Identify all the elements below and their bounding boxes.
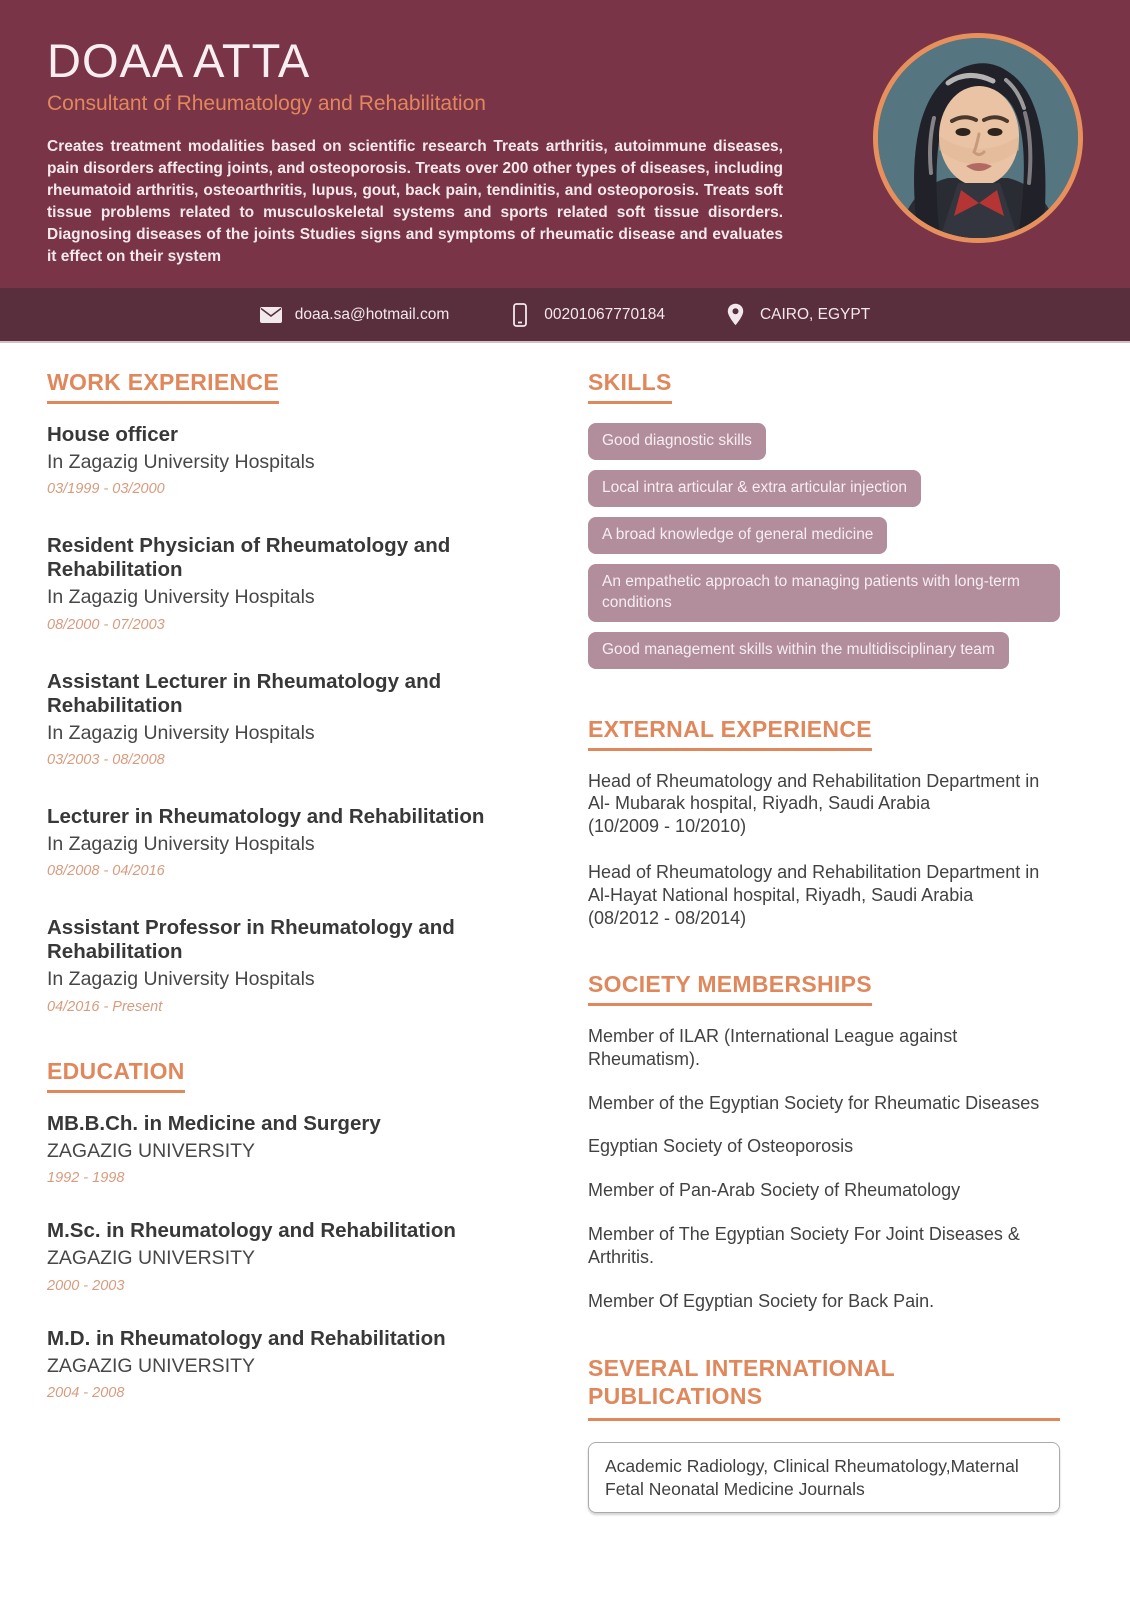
membership-item: Member of ILAR (International League against Rheumatism).	[588, 1025, 958, 1069]
education-dates: 1992 - 1998	[47, 1170, 125, 1187]
skill-pill: An empathetic approach to managing patients with long-term conditions	[588, 564, 1060, 622]
work-title: Resident Physician of Rheumatology and Rehabilitation	[47, 534, 451, 582]
work-title: Assistant Professor in Rheumatology and Rehabilitation	[47, 916, 455, 964]
section-work-experience	[47, 368, 540, 1015]
section-heading-underline	[588, 1418, 1060, 1421]
left-column	[47, 368, 540, 1555]
work-dates: 03/1999 - 03/2000	[47, 481, 165, 498]
section-heading: SKILLS	[588, 368, 672, 404]
section-heading: EDUCATION	[47, 1057, 185, 1093]
external-item	[588, 770, 1060, 839]
profile-photo	[873, 33, 1083, 243]
membership-item: Member Of Egyptian Society for Back Pain.	[588, 1290, 935, 1311]
work-entry	[47, 805, 540, 879]
body-columns	[0, 343, 1130, 1555]
contact-location-text: CAIRO, EGYPT	[759, 305, 871, 323]
education-entry	[47, 1112, 540, 1186]
skill-pill: Good management skills within the multidisciplinary team	[588, 632, 1009, 669]
external-item-text: Head of Rheumatology and Rehabilitation Department in Al- Mubarak hospital, Riyadh, Saudi Arabia	[588, 770, 1040, 814]
work-entry	[47, 423, 540, 497]
header	[0, 0, 1130, 288]
section-heading: EXTERNAL EXPERIENCE	[588, 715, 872, 751]
work-title: House officer	[47, 423, 178, 447]
work-org: In Zagazig University Hospitals	[47, 833, 315, 856]
phone-icon	[509, 303, 531, 327]
section-heading: SEVERAL INTERNATIONAL PUBLICATIONS	[588, 1354, 895, 1409]
section-publications	[588, 1354, 1060, 1514]
education-school: ZAGAZIG UNIVERSITY	[47, 1247, 256, 1270]
work-title: Assistant Lecturer in Rheumatology and Rehabilitation	[47, 669, 442, 717]
section-skills	[588, 368, 1060, 669]
contact-location	[725, 303, 870, 327]
person-title: Consultant of Rheumatology and Rehabilitation	[47, 92, 486, 116]
envelope-icon	[260, 303, 282, 327]
contact-email	[260, 303, 449, 327]
external-item-dates: (08/2012 - 08/2014)	[588, 907, 747, 928]
section-society-memberships	[588, 970, 1060, 1313]
summary-paragraph: Creates treatment modalities based on scientific research Treats arthritis, autoimmune diseases, pain disorders affecting joints, and osteoporosis. Treats over 200 other types of diseases, including rheumatoid arthritis, osteoarthritis, lupus, gout, back pain, tendinitis, and osteoporosis. Treats soft tissue problems related to musculoskeletal systems and sports related soft tissue disorders. Diagnosing diseases of the joints Studies signs and symptoms of rheumatic disease and evaluates it effect on their system	[47, 138, 783, 266]
work-org: In Zagazig University Hospitals	[47, 721, 315, 744]
right-column	[588, 368, 1060, 1555]
contact-phone	[509, 303, 665, 327]
location-pin-icon	[725, 303, 747, 327]
work-dates: 08/2000 - 07/2003	[47, 616, 165, 633]
education-school: ZAGAZIG UNIVERSITY	[47, 1354, 256, 1377]
education-dates: 2000 - 2003	[47, 1277, 125, 1294]
membership-item: Member of The Egyptian Society For Joint Diseases & Arthritis.	[588, 1224, 1020, 1267]
skill-pill: Good diagnostic skills	[588, 423, 766, 460]
education-dates: 2004 - 2008	[47, 1384, 125, 1401]
work-entry	[47, 670, 540, 768]
contact-email-text: doaa.sa@hotmail.com	[294, 305, 450, 323]
work-org: In Zagazig University Hospitals	[47, 451, 315, 474]
section-heading: WORK EXPERIENCE	[47, 368, 279, 404]
membership-item: Member of the Egyptian Society for Rheumatic Diseases	[588, 1092, 1040, 1113]
work-org: In Zagazig University Hospitals	[47, 968, 315, 991]
contact-phone-text: 00201067770184	[544, 305, 665, 323]
membership-item: Member of Pan-Arab Society of Rheumatology	[588, 1180, 961, 1201]
skill-pill: Local intra articular & extra articular injection	[588, 470, 921, 507]
publications-box: Academic Radiology, Clinical Rheumatology,Maternal Fetal Neonatal Medicine Journals	[588, 1442, 1060, 1514]
skills-list	[588, 423, 1060, 669]
education-degree: M.Sc. in Rheumatology and Rehabilitation	[47, 1219, 456, 1243]
work-dates: 03/2003 - 08/2008	[47, 752, 165, 769]
profile-photo-illustration	[878, 38, 1078, 238]
work-title: Lecturer in Rheumatology and Rehabilitation	[47, 805, 485, 829]
external-item-text: Head of Rheumatology and Rehabilitation Department in Al-Hayat National hospital, Riyadh, Saudi Arabia	[588, 862, 1040, 906]
section-external-experience	[588, 715, 1060, 930]
skill-pill: A broad knowledge of general medicine	[588, 517, 887, 554]
section-heading: SOCIETY MEMBERSHIPS	[588, 970, 872, 1006]
work-org: In Zagazig University Hospitals	[47, 586, 315, 609]
education-entry	[47, 1327, 540, 1401]
work-dates: 08/2008 - 04/2016	[47, 863, 165, 880]
education-entry	[47, 1219, 540, 1293]
external-item-dates: (10/2009 - 10/2010)	[588, 816, 747, 837]
membership-item: Egyptian Society of Osteoporosis	[588, 1136, 854, 1157]
external-item	[588, 861, 1060, 930]
education-degree: MB.B.Ch. in Medicine and Surgery	[47, 1111, 381, 1135]
education-degree: M.D. in Rheumatology and Rehabilitation	[47, 1326, 446, 1350]
education-school: ZAGAZIG UNIVERSITY	[47, 1139, 256, 1162]
work-entry	[47, 534, 540, 632]
section-education	[47, 1057, 540, 1401]
person-name: DOAA ATTA	[47, 34, 311, 87]
work-dates: 04/2016 - Present	[47, 998, 163, 1015]
contact-bar	[0, 288, 1130, 343]
work-entry	[47, 916, 540, 1014]
